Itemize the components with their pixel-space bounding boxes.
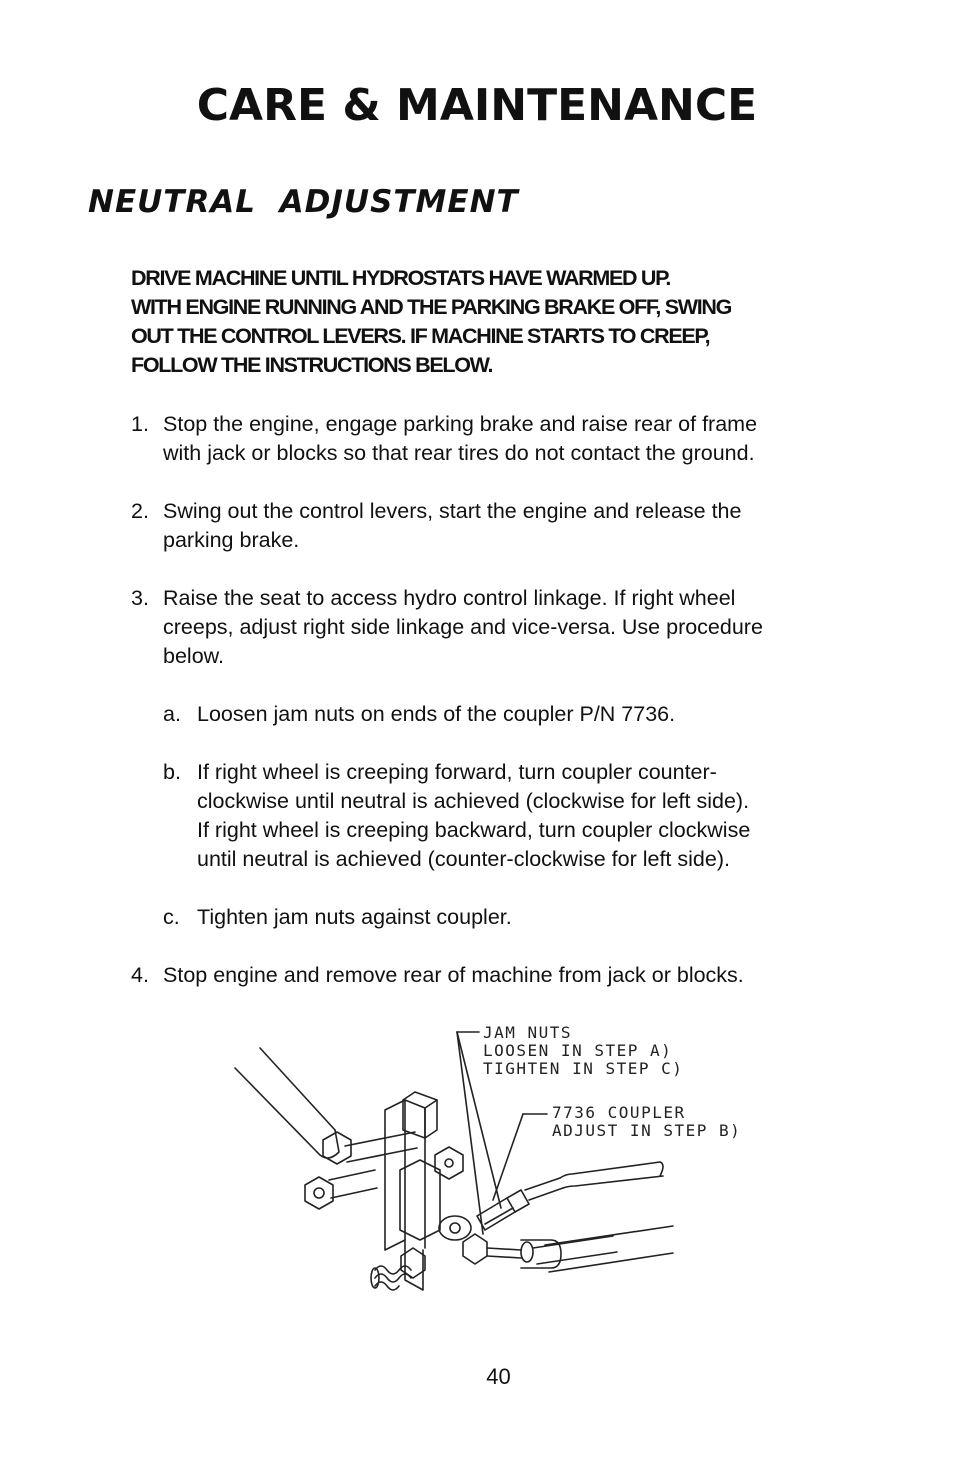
section-title: NEUTRAL ADJUSTMENT [88,184,519,220]
step-text: Stop engine and remove rear of machine from jack or blocks. [163,963,744,987]
step-number: 3. [131,586,149,610]
page-number: 40 [486,1364,511,1389]
step-text: Swing out the control levers, start the engine and release the [163,499,742,523]
substep-text: If right wheel is creeping backward, turn coupler clockwise [197,818,751,842]
substep-letter: a. [163,702,181,726]
warning-line: FOLLOW THE INSTRUCTIONS BELOW. [131,353,493,377]
callout-jam-tighten: TIGHTEN IN STEP C) [483,1059,684,1078]
step-text: Stop the engine, engage parking brake and raise rear of frame [163,412,758,436]
substep-text: clockwise until neutral is achieved (clockwise for left side). [197,789,750,813]
substep-text: until neutral is achieved (counter-clockwise for left side). [197,847,730,871]
step-number: 4. [131,963,149,987]
step-number: 1. [131,412,149,436]
step-text: parking brake. [163,528,300,552]
callout-coupler-adjust: ADJUST IN STEP B) [552,1121,742,1140]
step-text: creeps, adjust right side linkage and vice-versa. Use procedure [163,615,763,639]
warning-line: WITH ENGINE RUNNING AND THE PARKING BRAKE OFF, SWING [131,295,732,319]
substep-c [131,903,831,932]
substep-text: Tighten jam nuts against coupler. [197,905,512,929]
step-text: below. [163,644,224,668]
step-4 [131,961,831,990]
callout-coupler: 7736 COUPLER [552,1103,686,1122]
instruction-list [131,410,831,1019]
substep-letter: c. [163,905,180,929]
substep-text: Loosen jam nuts on ends of the coupler P/N 7736. [197,702,676,726]
substep-b [131,758,831,874]
substep-text: If right wheel is creeping forward, turn coupler counter- [197,760,717,784]
linkage-diagram [225,1020,785,1310]
step-text: with jack or blocks so that rear tires do not contact the ground. [163,441,755,465]
warning-line: OUT THE CONTROL LEVERS. IF MACHINE STARTS TO CREEP, [131,324,710,348]
substep-letter: b. [163,760,181,784]
page-title: CARE & MAINTENANCE [196,80,758,131]
warning-block [131,264,831,380]
callout-jam-nuts: JAM NUTS [483,1023,573,1042]
substep-a [131,700,831,729]
warning-line: DRIVE MACHINE UNTIL HYDROSTATS HAVE WARMED UP. [131,266,671,290]
step-1 [131,410,831,468]
step-number: 2. [131,499,149,523]
step-3 [131,584,831,671]
callout-jam-loosen: LOOSEN IN STEP A) [483,1041,673,1060]
step-2 [131,497,831,555]
step-text: Raise the seat to access hydro control linkage. If right wheel [163,586,736,610]
